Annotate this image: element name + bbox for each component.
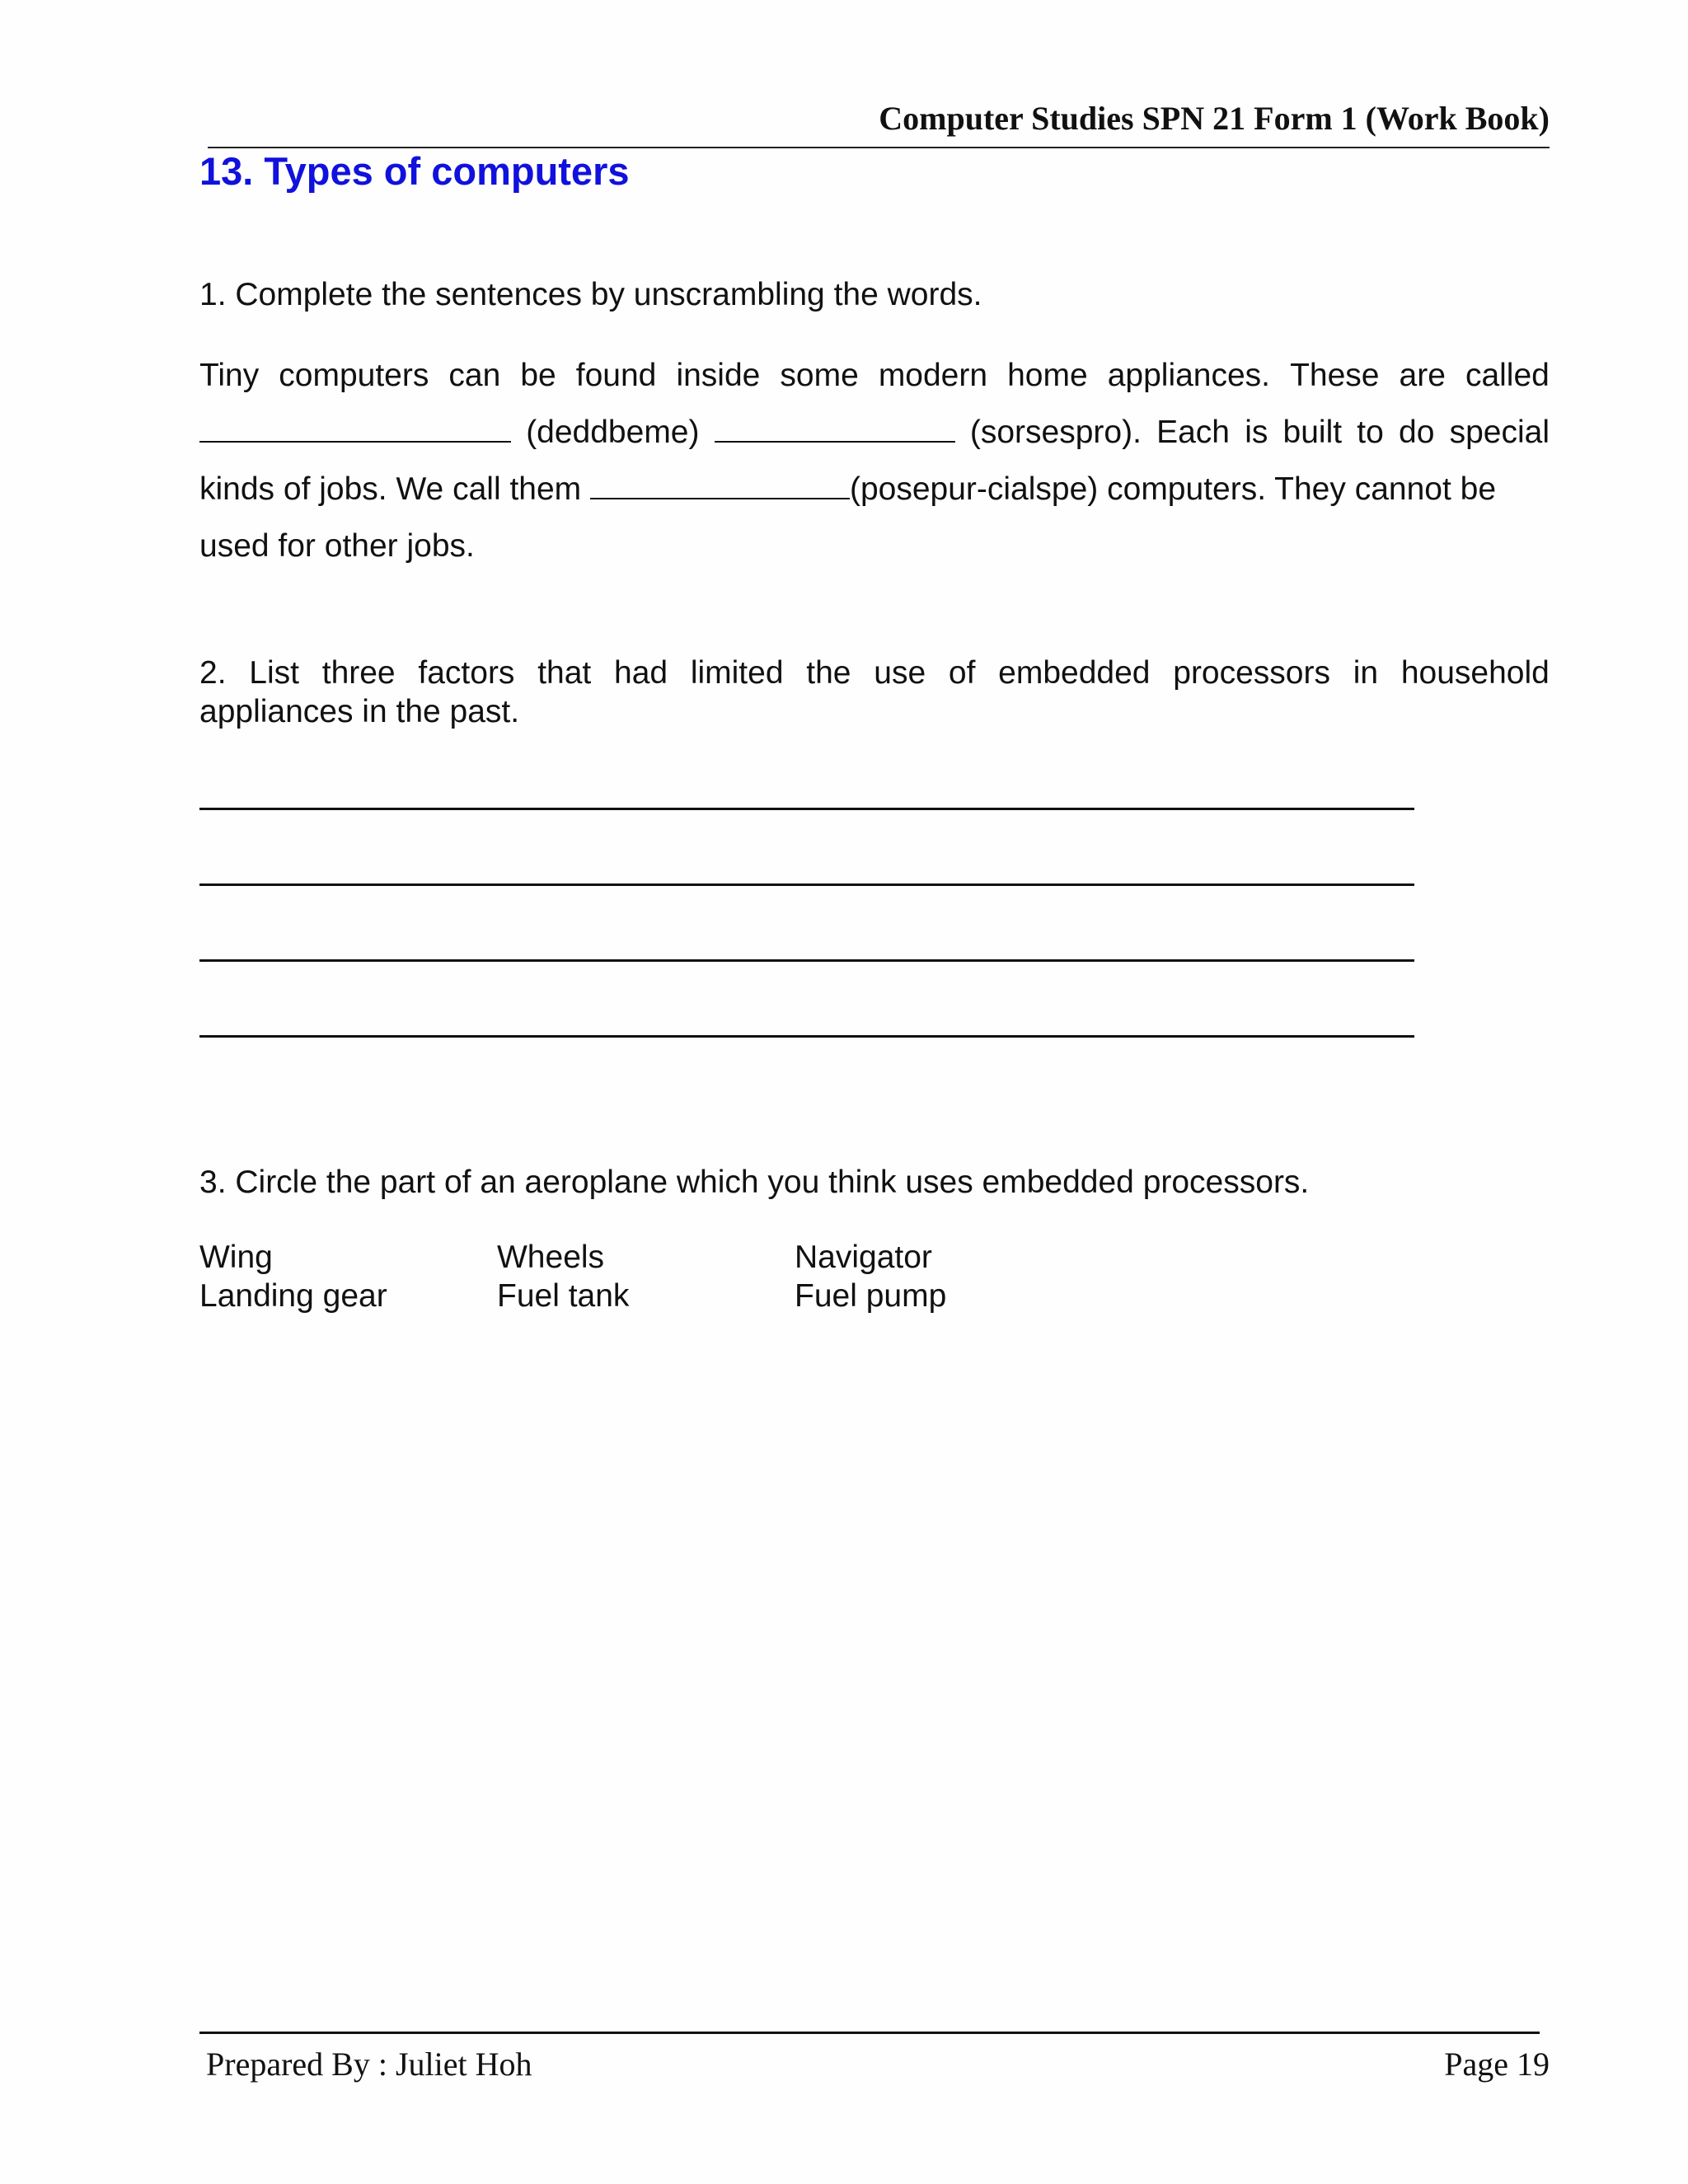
- paragraph-line-1: [199, 347, 1550, 404]
- answer-blank-2[interactable]: [715, 416, 955, 443]
- word: had: [614, 655, 668, 691]
- question-1-paragraph: [199, 347, 1550, 574]
- word: inside: [676, 358, 761, 393]
- question-3-prompt: 3. Circle the part of an aeroplane which you think uses embedded processors.: [199, 1165, 1310, 1200]
- word: These: [1290, 358, 1380, 393]
- section-title: 13. Types of computers: [199, 149, 630, 193]
- answer-line-1[interactable]: [199, 808, 1414, 810]
- option-fuel-tank[interactable]: Fuel tank: [497, 1278, 630, 1314]
- answer-line-4[interactable]: [199, 1035, 1414, 1038]
- answer-blank-3[interactable]: [590, 473, 850, 499]
- word: special: [1449, 415, 1550, 450]
- word: home: [1007, 358, 1088, 393]
- answer-line-3[interactable]: [199, 959, 1414, 962]
- word: household: [1400, 655, 1550, 691]
- word: built: [1282, 415, 1343, 450]
- line-3-end: computers. They cannot be: [1098, 471, 1497, 507]
- footer-author: Prepared By : Juliet Hoh: [206, 2046, 532, 2083]
- word: can: [448, 358, 501, 393]
- word: the: [806, 655, 851, 691]
- question-2-prompt: [199, 654, 1550, 731]
- paragraph-line-3: [199, 461, 1550, 518]
- paragraph-line-4: used for other jobs.: [199, 528, 475, 564]
- word: of: [948, 655, 976, 691]
- word: 2.: [199, 655, 227, 691]
- word: Tiny: [199, 358, 260, 393]
- word: embedded: [998, 655, 1151, 691]
- scrambled-word-2: (sorsespro).: [969, 415, 1142, 450]
- header-title: Computer Studies SPN 21 Form 1 (Work Book): [879, 100, 1550, 137]
- word: are: [1399, 358, 1446, 393]
- word: in: [1353, 655, 1379, 691]
- line-3-start: kinds of jobs. We call them: [199, 471, 590, 507]
- option-wheels[interactable]: Wheels: [497, 1240, 605, 1275]
- option-fuel-pump[interactable]: Fuel pump: [795, 1278, 947, 1314]
- option-landing-gear[interactable]: Landing gear: [199, 1278, 387, 1314]
- word: appliances.: [1107, 358, 1271, 393]
- scrambled-word-1: (deddbeme): [526, 415, 700, 450]
- option-navigator[interactable]: Navigator: [795, 1240, 932, 1275]
- answer-blank-1[interactable]: [199, 416, 511, 443]
- word: computers: [279, 358, 429, 393]
- question-2-line-2: appliances in the past.: [199, 694, 520, 729]
- word: be: [520, 358, 556, 393]
- word: limited: [690, 655, 784, 691]
- scrambled-word-3: (posepur-cialspe): [849, 471, 1099, 507]
- word: some: [780, 358, 859, 393]
- word: that: [537, 655, 592, 691]
- footer-divider: [199, 2032, 1540, 2034]
- word: is: [1245, 415, 1268, 450]
- word: use: [874, 655, 926, 691]
- word: do: [1399, 415, 1435, 450]
- paragraph-line-2: [199, 404, 1550, 461]
- question-1-prompt: 1. Complete the sentences by unscrambling the words.: [199, 277, 982, 312]
- word: found: [575, 358, 657, 393]
- option-wing[interactable]: Wing: [199, 1240, 273, 1275]
- word: processors: [1173, 655, 1330, 691]
- word: List: [249, 655, 299, 691]
- word: Each: [1156, 415, 1230, 450]
- answer-line-2[interactable]: [199, 883, 1414, 886]
- question-2-line-1: [199, 654, 1550, 692]
- word: factors: [418, 655, 515, 691]
- word: modern: [878, 358, 988, 393]
- page-number: Page 19: [1444, 2046, 1550, 2083]
- word: called: [1465, 358, 1550, 393]
- word: to: [1357, 415, 1384, 450]
- word: three: [321, 655, 396, 691]
